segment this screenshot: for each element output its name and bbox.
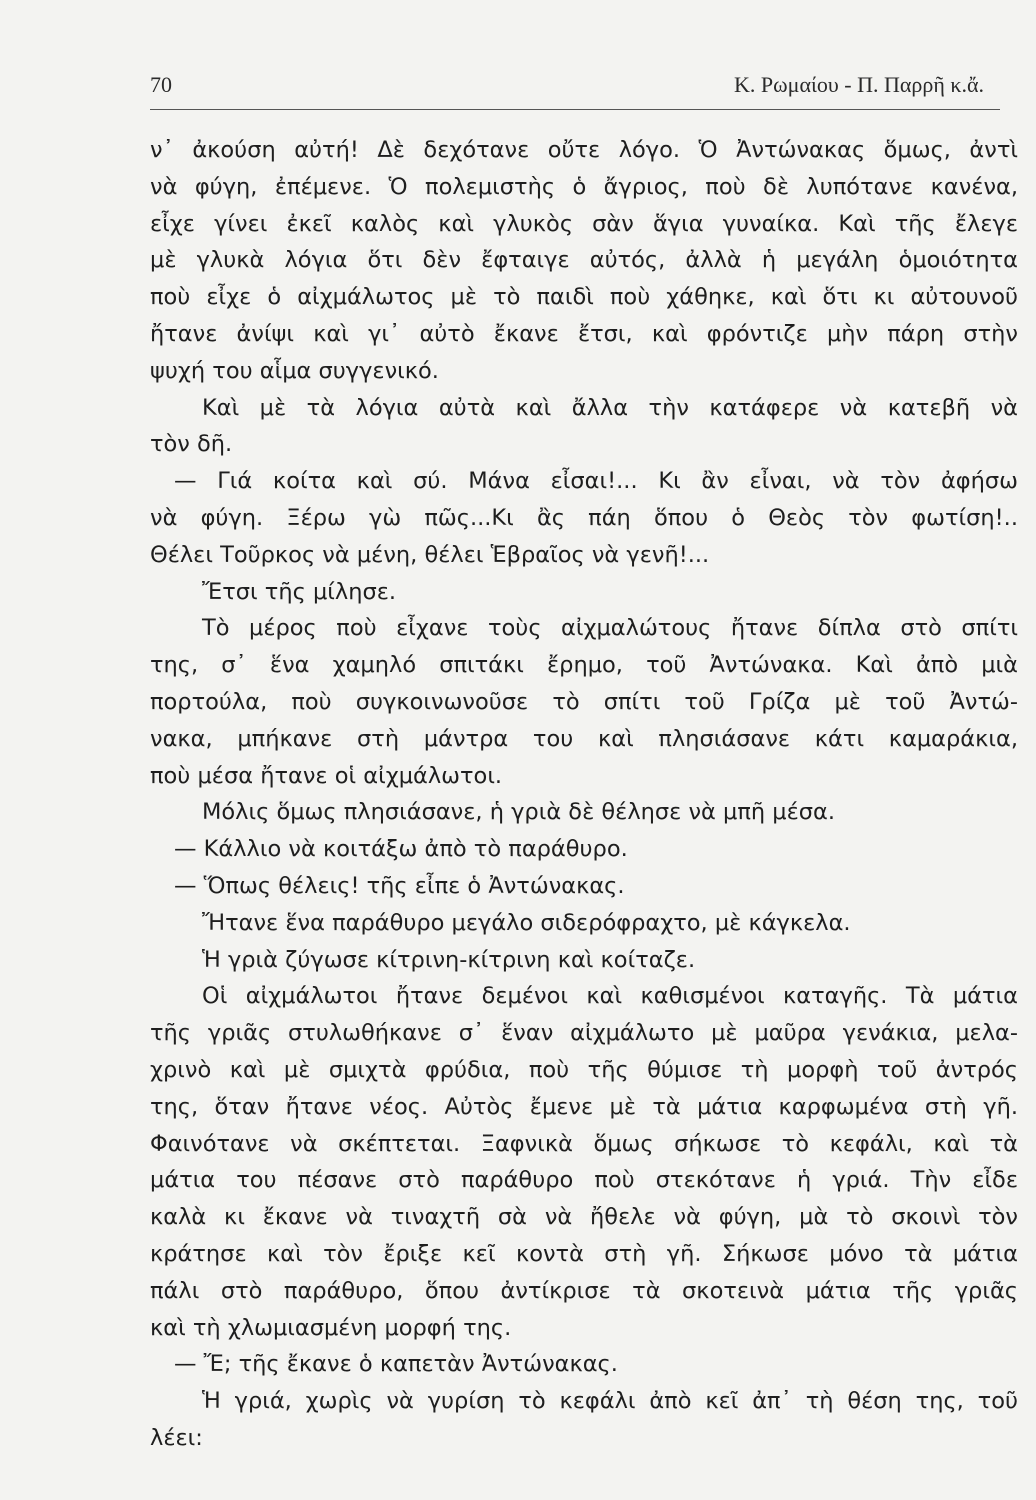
text-line: ποὺ μέσα ἤτανε οἱ αἰχμάλωτοι. [150,762,503,789]
text-line: νὰ φύγη, ἐπέμενε. Ὁ πολεμιστὴς ὁ ἄγριος, ποὺ δὲ λυπότανε κανένα, [150,173,1018,200]
text-line: Μόλις ὅμως πλησιάσανε, ἡ γριὰ δὲ θέλησε νὰ μπῆ μέσα. [202,799,836,826]
text-line: καλὰ κι ἔκανε νὰ τιναχτῆ σὰ νὰ ἤθελε νὰ φύγη, μὰ τὸ σκοινὶ τὸν [150,1204,1018,1231]
text-line: Θέλει Τοῦρκος νὰ μένη, θέλει Ἑβραῖος νὰ γενῆ!... [150,541,710,568]
text-line: Τὸ μέρος ποὺ εἶχανε τοὺς αἰχμαλώτους ἤτανε δίπλα στὸ σπίτι [202,615,1018,642]
text-line: μάτια του πέσανε στὸ παράθυρο ποὺ στεκότανε ἡ γριά. Τὴν εἶδε [150,1167,1018,1194]
text-line: νακα, μπήκανε στὴ μάντρα του καὶ πλησιάσανε κάτι καμαράκια, [150,725,1018,752]
text-line: νὰ φύγη. Ξέρω γὼ πῶς...Κι ἂς πάη ὅπου ὁ Θεὸς τὸν φωτίση!.. [150,504,1018,531]
text-line: εἶχε γίνει ἐκεῖ καλὸς καὶ γλυκὸς σὰν ἅγια γυναίκα. Καὶ τῆς ἔλεγε [150,210,1018,237]
page-number: 70 [150,72,172,97]
text-line: τὸν δῆ. [150,431,233,458]
text-line: ψυχή του αἷμα συγγενικό. [150,357,439,384]
text-line: Ἡ γριὰ ζύγωσε κίτρινη-κίτρινη καὶ κοίταζε. [202,946,696,973]
text-line: — Ὅπως θέλεις! τῆς εἶπε ὁ Ἀντώνακας. [174,872,625,899]
text-line: Οἱ αἰχμάλωτοι ἤτανε δεμένοι καὶ καθισμένοι καταγῆς. Τὰ μάτια [202,983,1018,1010]
body-text [150,132,1018,1457]
text-line: τῆς γριᾶς στυλωθήκανε σ᾽ ἕναν αἰχμάλωτο μὲ μαῦρα γενάκια, μελα- [150,1020,1018,1047]
header-rule [150,109,1000,110]
text-line: Ἔτσι τῆς μίλησε. [202,578,397,605]
text-line: πάλι στὸ παράθυρο, ὅπου ἀντίκρισε τὰ σκοτεινὰ μάτια τῆς γριᾶς [150,1277,1018,1304]
text-line: λέει: [150,1424,203,1451]
text-line: της, ὅταν ἤτανε νέος. Αὐτὸς ἔμενε μὲ τὰ μάτια καρφωμένα στὴ γῆ. [150,1093,1018,1120]
text-line: καὶ τὴ χλωμιασμένη μορφή της. [150,1314,512,1341]
text-line: χρινὸ καὶ μὲ σμιχτὰ φρύδια, ποὺ τῆς θύμισε τὴ μορφὴ τοῦ ἀντρός [150,1056,1018,1083]
text-line: — Ἔ; τῆς ἔκανε ὁ καπετὰν Ἀντώνακας. [174,1351,618,1378]
text-line: της, σ᾽ ἕνα χαμηλό σπιτάκι ἔρημο, τοῦ Ἀντώνακα. Καὶ ἀπὸ μιὰ [150,652,1018,679]
text-line: Ἡ γριά, χωρὶς νὰ γυρίση τὸ κεφάλι ἀπὸ κεῖ ἀπ᾽ τὴ θέση της, τοῦ [202,1388,1018,1415]
text-line: — Κάλλιο νὰ κοιτάξω ἀπὸ τὸ παράθυρο. [174,836,628,863]
text-line: μὲ γλυκὰ λόγια ὅτι δὲν ἔφταιγε αὐτός, ἀλλὰ ἡ μεγάλη ὁμοιότητα [150,247,1018,274]
text-line: Καὶ μὲ τὰ λόγια αὐτὰ καὶ ἄλλα τὴν κατάφερε νὰ κατεβῆ νὰ [202,394,1018,421]
text-line: Ἤτανε ἕνα παράθυρο μεγάλο σιδερόφραχτο, μὲ κάγκελα. [202,909,851,936]
text-line: ν᾽ ἀκούση αὐτή! Δὲ δεχότανε οὔτε λόγο. Ὁ Ἀντώνακας ὅμως, ἀντὶ [150,137,1018,163]
running-head: Κ. Ρωμαίου - Π. Παρρῆ κ.ἄ. [734,72,984,97]
text-line: ἤτανε ἀνίψι καὶ γι᾽ αὐτὸ ἔκανε ἔτσι, καὶ φρόντιζε μὴν πάρη στὴν [150,320,1018,347]
text-line: ποὺ εἶχε ὁ αἰχμάλωτος μὲ τὸ παιδὶ ποὺ χάθηκε, καὶ ὅτι κι αὐτουνοῦ [150,284,1018,311]
text-line: κράτησε καὶ τὸν ἔριξε κεῖ κοντὰ στὴ γῆ. Σήκωσε μόνο τὰ μάτια [150,1240,1018,1267]
text-line: — Γιά κοίτα καὶ σύ. Μάνα εἶσαι!... Κι ἂν εἶναι, νὰ τὸν ἀφήσω [174,468,1018,495]
text-line: Φαινότανε νὰ σκέπτεται. Ξαφνικὰ ὅμως σήκωσε τὸ κεφάλι, καὶ τὰ [150,1130,1018,1157]
text-line: πορτούλα, ποὺ συγκοινωνοῦσε τὸ σπίτι τοῦ Γρίζα μὲ τοῦ Ἀντώ- [150,688,1018,715]
